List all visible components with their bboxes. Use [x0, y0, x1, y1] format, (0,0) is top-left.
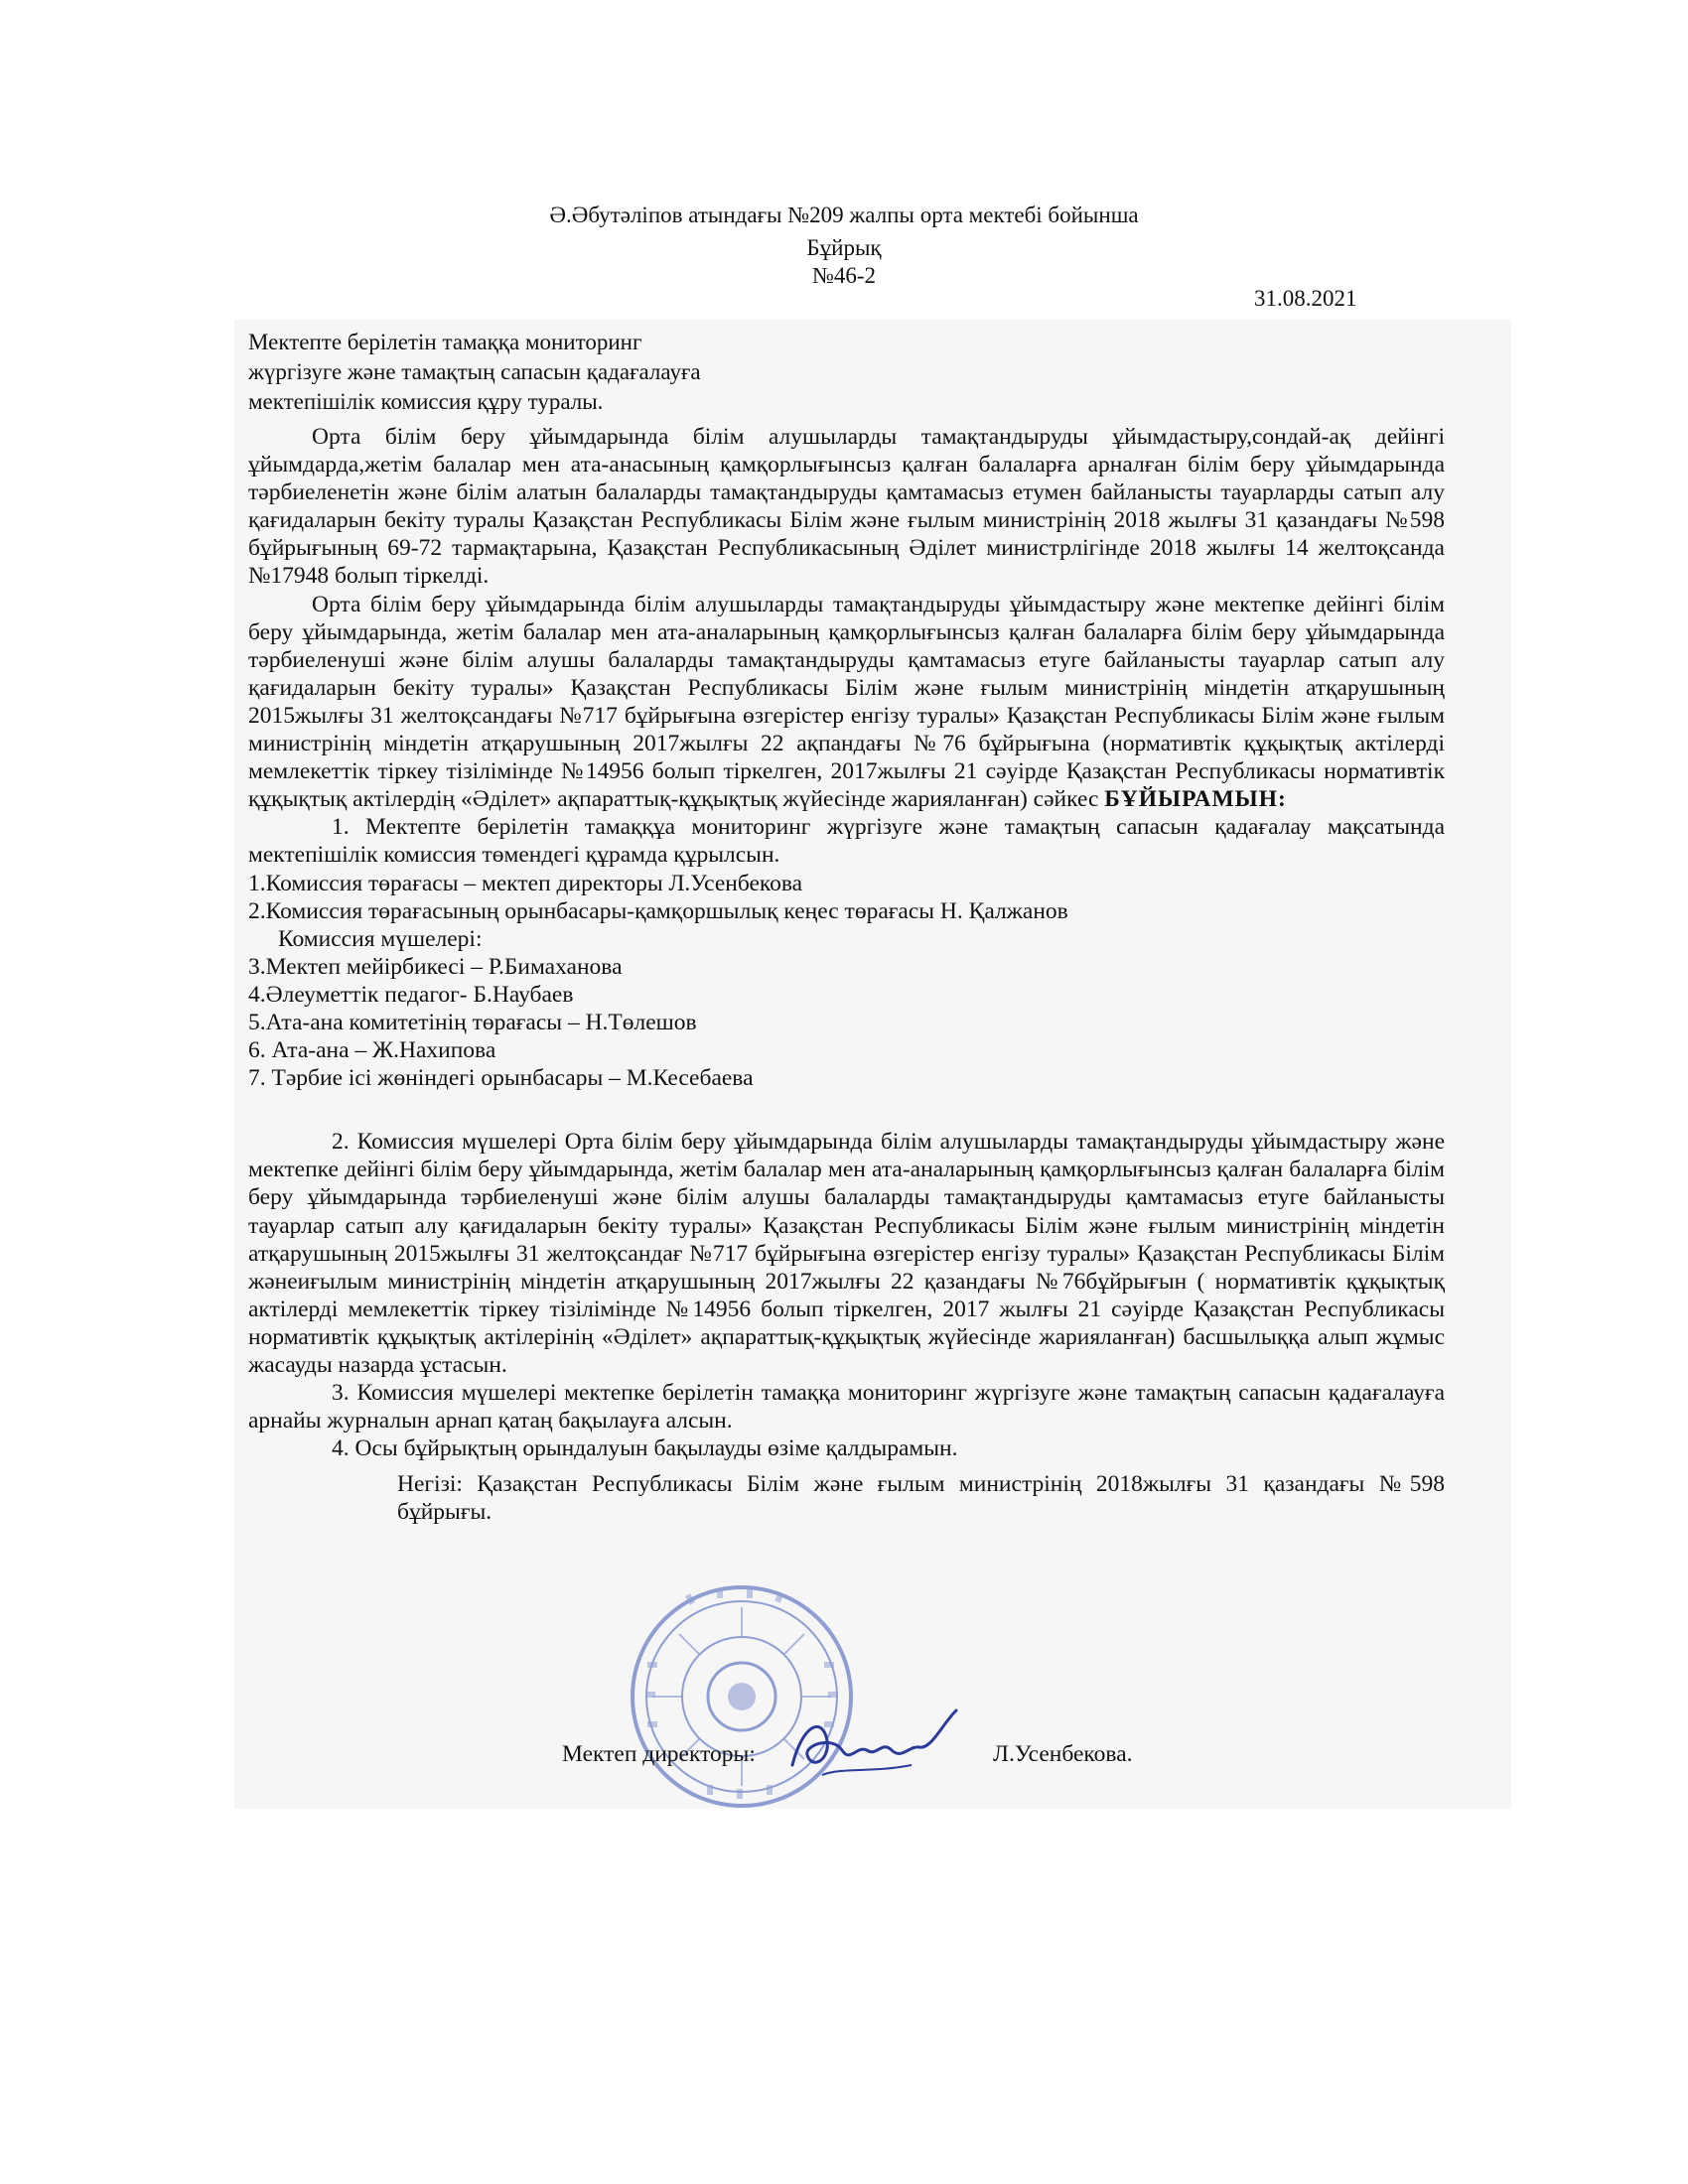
intro-paragraph-2 — [248, 591, 1445, 814]
order-item-2: 2. Комиссия мүшелері Орта білім беру ұйымдарында білім алушыларды тамақтандыруды ұйымдастыру және мектепке дейінгі білім беру ұйымдарында, жетім балалар мен ата-аналарының қамқорлығынсыз қалған балаларға білім беру ұйымдарында тәрбиеленуші және білім алушы балаларды тамақтандыруды қамтамасыз етуге байланысты тауарлар сатып алу қағидаларын бекіту туралы» Қазақстан Республикасы Білім және ғылым министрінің міндетін атқарушының 2015жылғы 31 желтоқсандағ №717 бұйрығына өзгерістер енгізу туралы» Қазақстан Республикасы Білім жәнеиғылым министрінің міндетін атқарушының 2017жылғы 22 қазандағы №76бұйрығын ( нормативтік құқықтық актілерді мемлекеттік тіркеу тізілімінде №14956 болып тіркелген, 2017 жылғы 21 сәуірде Қазақстан Республикасы нормативтік құқықтық актілерінің «Әділет» ақпараттық-құқықтық жүйесінде жарияланған) басшылыққа алып жұмыс жасауды назарда ұстасын. — [248, 1129, 1445, 1378]
school-title: Ә.Әбутәліпов атындағы №209 жалпы орта мектебі бойынша — [549, 203, 1139, 227]
member-item: 5.Ата-ана комитетінің төрағасы – Н.Төлешов — [248, 1009, 697, 1035]
signatory-role: Мектеп директоры: — [562, 1741, 756, 1767]
order-body — [248, 423, 1445, 1527]
subject-line: мектепішілік комиссия құру туралы. — [248, 389, 604, 414]
spacer — [248, 1092, 1445, 1128]
signature-block — [562, 1727, 1396, 1787]
member-item: 7. Тәрбие ісі жөніндегі орынбасары – М.Кесебаева — [248, 1065, 754, 1092]
commission-chair: 1.Комиссия төрағасы – мектеп директоры Л.Усенбекова — [248, 870, 803, 896]
order-number: №46-2 — [811, 263, 877, 288]
member-item: 4.Әлеуметтік педагог- Б.Наубаев — [248, 981, 574, 1008]
document-type: Бұйрық — [806, 235, 882, 260]
intro-paragraph-2-text: Орта білім беру ұйымдарында білім алушыларды тамақтандыруды ұйымдастыру және мектепке дейінгі білім беру ұйымдарында, жетім балалар мен ата-аналарының қамқорлығынсыз қалған балаларға білім беру ұйымдарында тәрбиеленуші және білім алушы балаларды тамақтандыруды қамтамасыз етуге байланысты тауарлар сатып алу қағидаларын бекіту туралы» Қазақстан Республикасы Білім және ғылым министрінің міндетін атқарушының 2015жылғы 31 желтоқсандағы №717 бұйрығына өзгерістер енгізу туралы» Қазақстан Республикасы Білім және ғылым министрінің міндетін атқарушының 2017жылғы 22 ақпандағы №76 бұйрығына (нормативтік құқықтық актілерді мемлекеттік тіркеу тізілімінде №14956 болып тіркелген, 2017жылғы 21 сәуірде Қазақстан Республикасы нормативтік құқықтық актілердің «Әділет» ақпараттық-құқықтық жүйесінде жарияланған) сәйкес — [248, 591, 1445, 813]
order-keyword: БҰЙЫРАМЫН: — [1104, 786, 1287, 813]
order-item-4: 4. Осы бұйрықтың орындалуын бақылауды өзіме қалдырамын. — [332, 1435, 958, 1462]
commission-deputy: 2.Комиссия төрағасының орынбасары-қамқоршылық кеңес төрағасы Н. Қалжанов — [248, 897, 1068, 924]
signatory-name: Л.Усенбекова. — [993, 1741, 1133, 1767]
order-item-3: 3. Комиссия мүшелері мектепке берілетін тамаққа мониторинг жүргізуге және тамақтың сапасын қадағалауға арнайы журналын арнап қатаң бақылауға алсын. — [248, 1380, 1445, 1434]
subject-line: жүргізуге және тамақтың сапасын қадағалауға — [248, 359, 701, 384]
member-item: 6. Ата-ана – Ж.Нахипова — [248, 1037, 496, 1064]
order-date: 31.08.2021 — [1254, 286, 1357, 311]
members-title: Комиссия мүшелері: — [278, 925, 483, 952]
handwritten-signature — [782, 1706, 971, 1785]
intro-paragraph-1: Орта білім беру ұйымдарында білім алушыларды тамақтандыруды ұйымдастыру,сондай-ақ дейінгі ұйымдарда,жетім балалар мен ата-анасының қамқорлығынсыз қалған балаларға арналған білім беру ұйымдарында тәрбиеленетін және білім алатын балаларды тамақтандыруды қамтамасыз етумен байланысты тауарларды сатып алу қағидаларын бекіту туралы Қазақстан Республикасы Білім және ғылым министрінің 2018 жылғы 31 қазандағы №598 бұйрығының 69-72 тармақтарына, Қазақстан Республикасының Әділет министрлігінде 2018 жылғы 14 желтоқсанда №17948 болып тіркелді. — [248, 424, 1445, 590]
order-item-1: 1. Мектепте берілетін тамаққұа мониторинг жүргізуге және тамақтың сапасын қадағалау мақсатында мектепішілік комиссия төмендегі құрамда құрылсын. — [248, 814, 1445, 869]
subject-line: Мектепте берілетін тамаққа мониторинг — [248, 330, 642, 354]
member-item: 3.Мектеп мейірбикесі – Р.Бимаханова — [248, 953, 623, 980]
basis-note: Негізі: Қазақстан Республикасы Білім және ғылым министрінің 2018жылғы 31 қазандағы №598 бұйрығы. — [397, 1471, 1445, 1526]
order-subject — [248, 328, 701, 417]
scanned-page — [234, 320, 1511, 1809]
